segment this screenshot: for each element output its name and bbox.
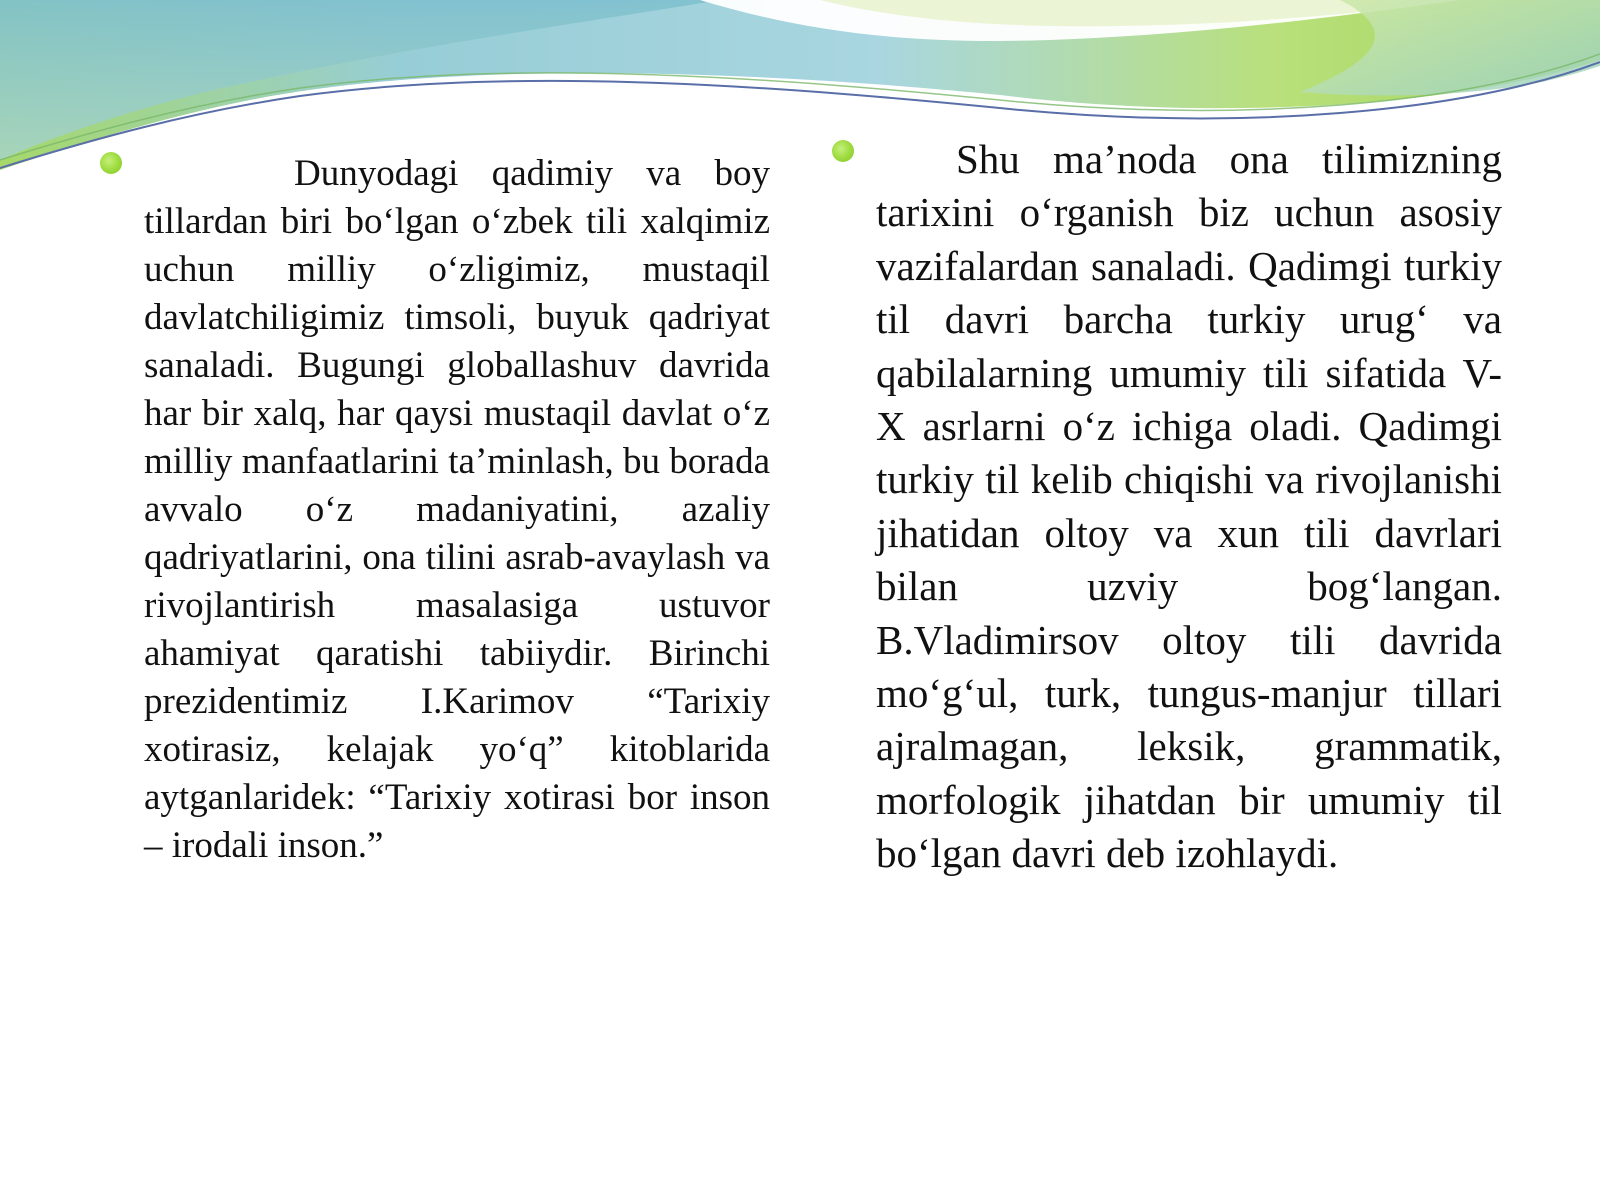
right-text-column	[876, 133, 1502, 881]
round-bullet-icon	[832, 140, 854, 162]
round-bullet-icon	[100, 152, 122, 174]
right-paragraph: Shu ma’noda ona tilimizning tarixini o‘rganish biz uchun asosiy vazifalardan sanaladi. Qadimgi turkiy til davri barcha turkiy urug‘ va qabilalarning umumiy tili sifatida V-X asrlarni o‘z ichiga oladi. Qadimgi turkiy til kelib chiqishi va rivojlanishi jihatidan oltoy va xun tili davrlari bilan uzviy bog‘langan. B.Vladimirsov oltoy tili davrida mo‘g‘ul, turk, tungus-manjur tillari ajralmagan, leksik, grammatik, morfologik jihatdan bir umumiy til bo‘lgan davri deb izohlaydi.	[876, 136, 1502, 877]
left-text-column	[144, 150, 770, 870]
left-paragraph: Dunyodagi qadimiy va boy tillardan biri bo‘lgan o‘zbek tili xalqimiz uchun milliy o‘zligimiz, mustaqil davlatchiligimiz timsoli, buyuk qadriyat sanaladi. Bugungi globallashuv davrida har bir xalq, har qaysi mustaqil davlat o‘z milliy manfaatlarini ta’minlash, bu borada avvalo o‘z madaniyatini, azaliy qadriyatlarini, ona tilini asrab-avaylash va rivojlantirish masalasiga ustuvor ahamiyat qaratishi tabiiydir. Birinchi prezidentimiz I.Karimov “Tarixiy xotirasiz, kelajak yo‘q” kitoblarida aytganlaridek: “Tarixiy xotirasi bor inson – irodali inson.”	[144, 153, 770, 866]
